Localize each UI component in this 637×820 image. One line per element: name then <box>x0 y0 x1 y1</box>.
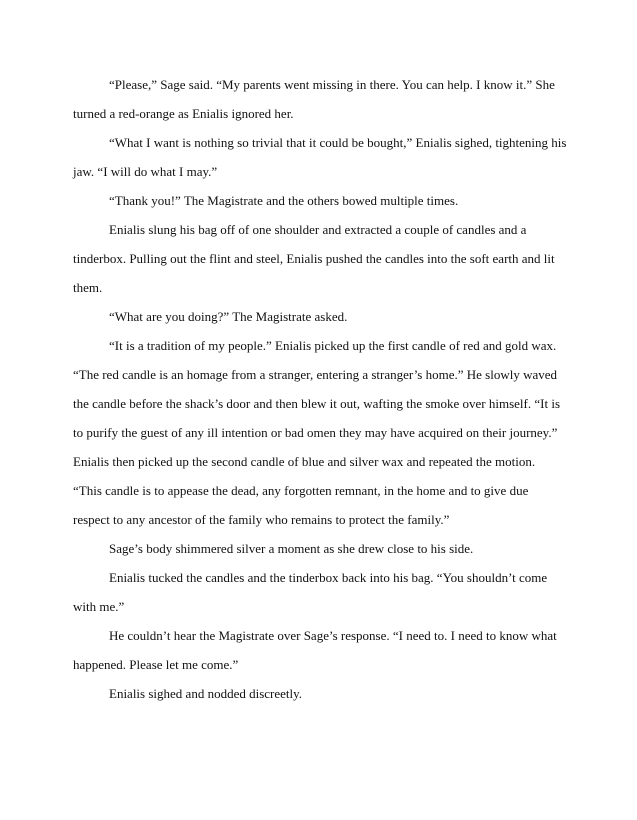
paragraph: Enialis slung his bag off of one shoulder and extracted a couple of candles and a tinderbox. Pulling out the flint and steel, Enialis pushed the candles into the soft earth and lit them. <box>73 222 555 295</box>
paragraph: “Please,” Sage said. “My parents went missing in there. You can help. I know it.” She turned a red-orange as Enialis ignored her. <box>73 77 555 121</box>
paragraph: “Thank you!” The Magistrate and the others bowed multiple times. <box>109 193 459 208</box>
paragraph: Enialis tucked the candles and the tinderbox back into his bag. “You shouldn’t come with me.” <box>73 570 548 614</box>
paragraph: Enialis sighed and nodded discreetly. <box>109 686 303 701</box>
paragraph: He couldn’t hear the Magistrate over Sage’s response. “I need to. I need to know what happened. Please let me come.” <box>73 628 557 672</box>
paragraph: “It is a tradition of my people.” Enialis picked up the first candle of red and gold wax. “The red candle is an homage from a stranger, entering a stranger’s home.” He slowly waved the candle before the shack’s door and then blew it out, wafting the smoke over himself. “It is to purify the guest of any ill intention or bad omen they may have acquired on their journey.” Enialis then picked up the second candle of blue and silver wax and repeated the motion. “This candle is to appease the dead, any forgotten remnant, in the home and to give due respect to any ancestor of the family who remains to protect the family.” <box>73 338 560 527</box>
paragraph: “What I want is nothing so trivial that it could be bought,” Enialis sighed, tightening his jaw. “I will do what I may.” <box>73 135 567 179</box>
paragraph: “What are you doing?” The Magistrate asked. <box>109 309 348 324</box>
paragraph: Sage’s body shimmered silver a moment as she drew close to his side. <box>109 541 474 556</box>
